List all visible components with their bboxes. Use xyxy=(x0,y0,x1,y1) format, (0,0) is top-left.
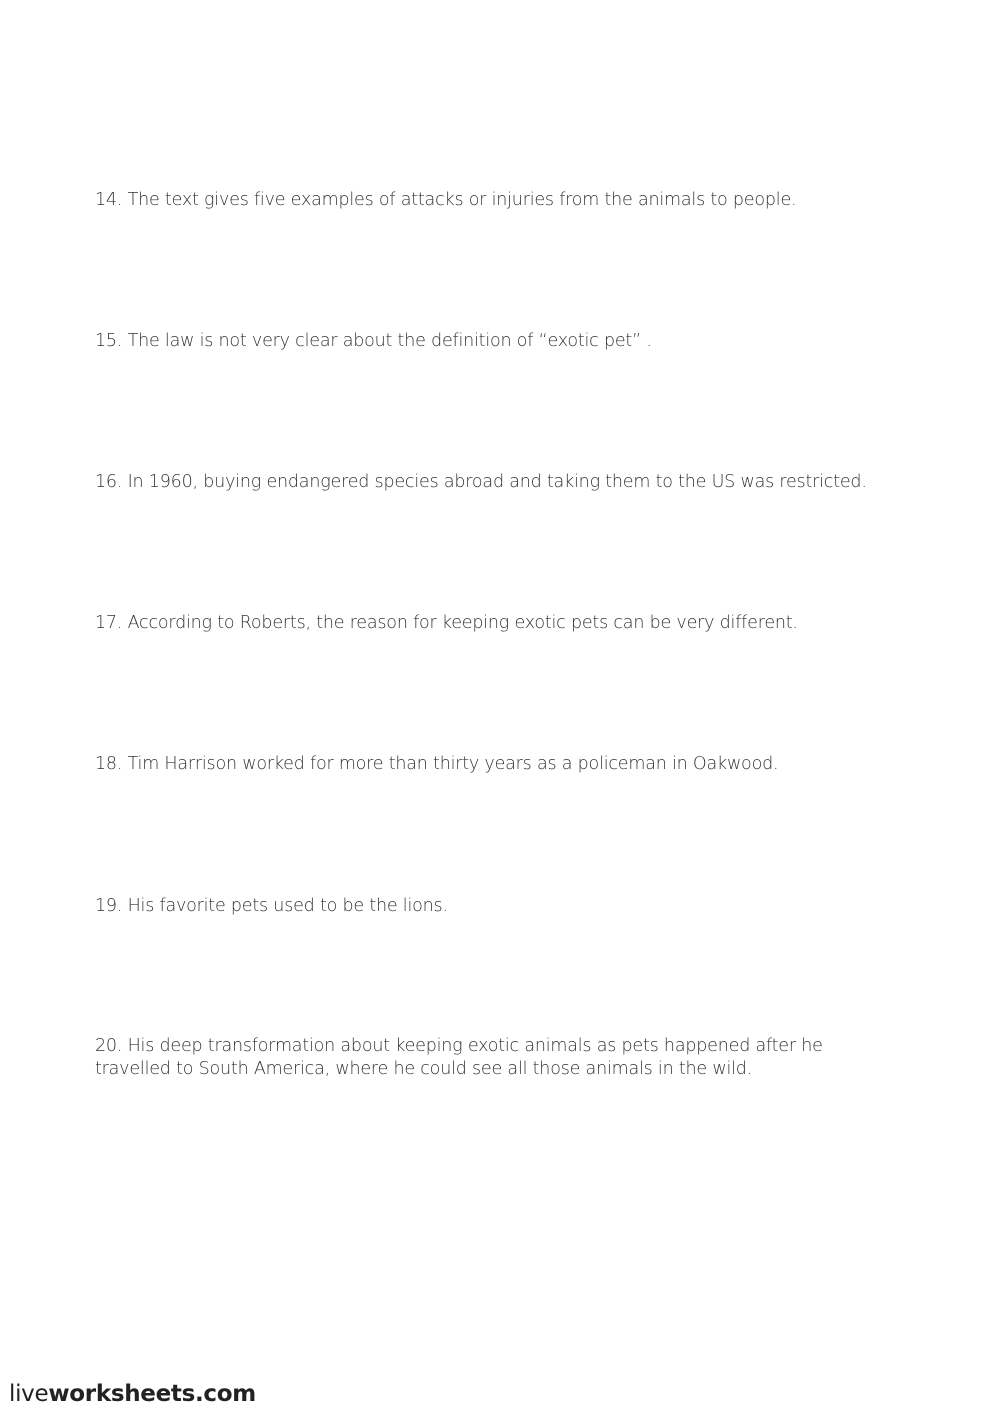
question-20 xyxy=(95,1035,895,1081)
question-14: 14. The text gives five examples of attacks or injuries from the animals to people. xyxy=(95,190,797,210)
question-16: 16. In 1960, buying endangered species abroad and taking them to the US was restricted. xyxy=(95,472,867,492)
question-19: 19. His favorite pets used to be the lions. xyxy=(95,896,448,916)
logo-text-live: live xyxy=(9,1381,49,1407)
logo-text-worksheets: worksheets.com xyxy=(48,1381,256,1407)
question-20-line-1: 20. His deep transformation about keeping exotic animals as pets happened after he xyxy=(95,1036,823,1056)
question-17: 17. According to Roberts, the reason for keeping exotic pets can be very different. xyxy=(95,613,798,633)
question-15: 15. The law is not very clear about the definition of “exotic pet” . xyxy=(95,331,652,351)
question-20-line-2: travelled to South America, where he could see all those animals in the wild. xyxy=(95,1059,753,1079)
liveworksheets-logo[interactable] xyxy=(9,1380,256,1408)
question-18: 18. Tim Harrison worked for more than thirty years as a policeman in Oakwood. xyxy=(95,754,779,774)
